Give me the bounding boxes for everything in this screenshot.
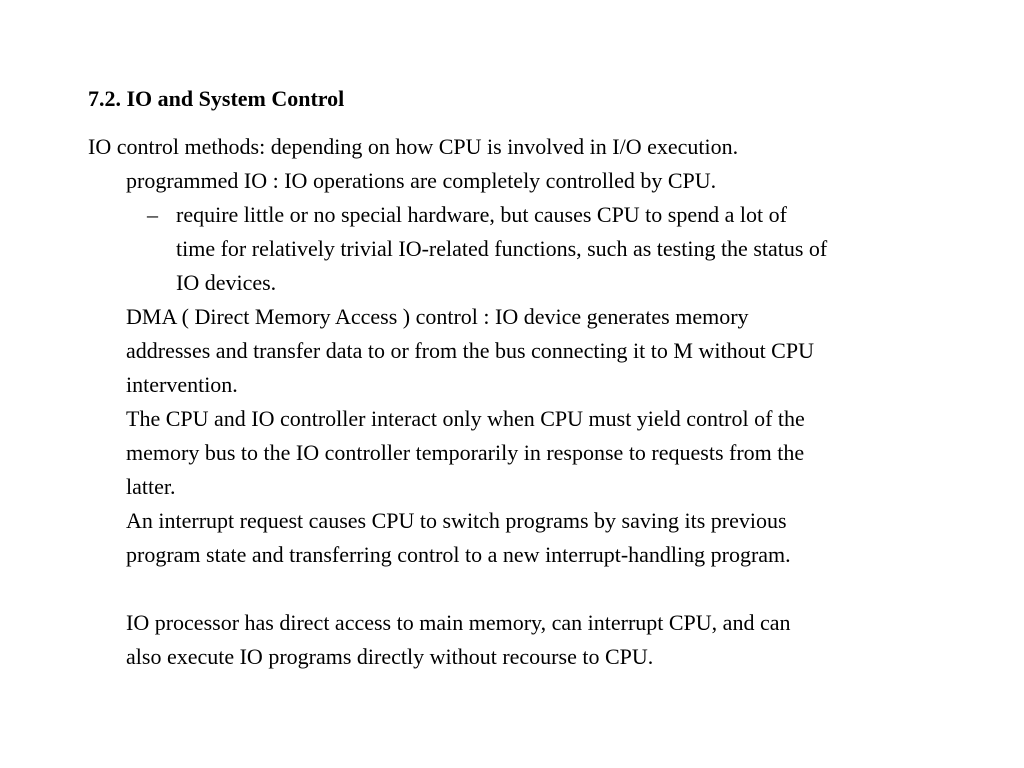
- cpu-io-line: The CPU and IO controller interact only when CPU must yield control of the: [126, 406, 805, 431]
- blank-spacer: [88, 572, 968, 606]
- dma-line: DMA ( Direct Memory Access ) control : IO device generates memory: [126, 304, 749, 329]
- intro-line: IO control methods: depending on how CPU is involved in I/O execution.: [88, 134, 739, 159]
- bullet-text: [176, 198, 827, 300]
- bullet-line: IO devices.: [176, 270, 277, 295]
- dma-line: addresses and transfer data to or from the bus connecting it to M without CPU: [126, 338, 814, 363]
- interrupt-line: An interrupt request causes CPU to switch programs by saving its previous: [126, 508, 787, 533]
- cpu-io-line: latter.: [126, 474, 176, 499]
- io-processor-line: also execute IO programs directly without recourse to CPU.: [126, 644, 654, 669]
- slide-body: [88, 130, 968, 674]
- bullet-line: time for relatively trivial IO-related functions, such as testing the status of: [176, 236, 828, 261]
- programmed-io-bullet: [88, 198, 968, 300]
- dma-line: intervention.: [126, 372, 238, 397]
- dash-bullet-marker: –: [147, 202, 158, 227]
- io-processor-line: IO processor has direct access to main memory, can interrupt CPU, and can: [126, 610, 791, 635]
- interrupt-line: program state and transferring control to a new interrupt-handling program.: [126, 542, 791, 567]
- bullet-line: require little or no special hardware, but causes CPU to spend a lot of: [176, 202, 787, 227]
- cpu-io-line: memory bus to the IO controller temporarily in response to requests from the: [126, 440, 805, 465]
- slide-title: 7.2. IO and System Control: [88, 86, 345, 111]
- programmed-io-line: programmed IO : IO operations are completely controlled by CPU.: [126, 168, 717, 193]
